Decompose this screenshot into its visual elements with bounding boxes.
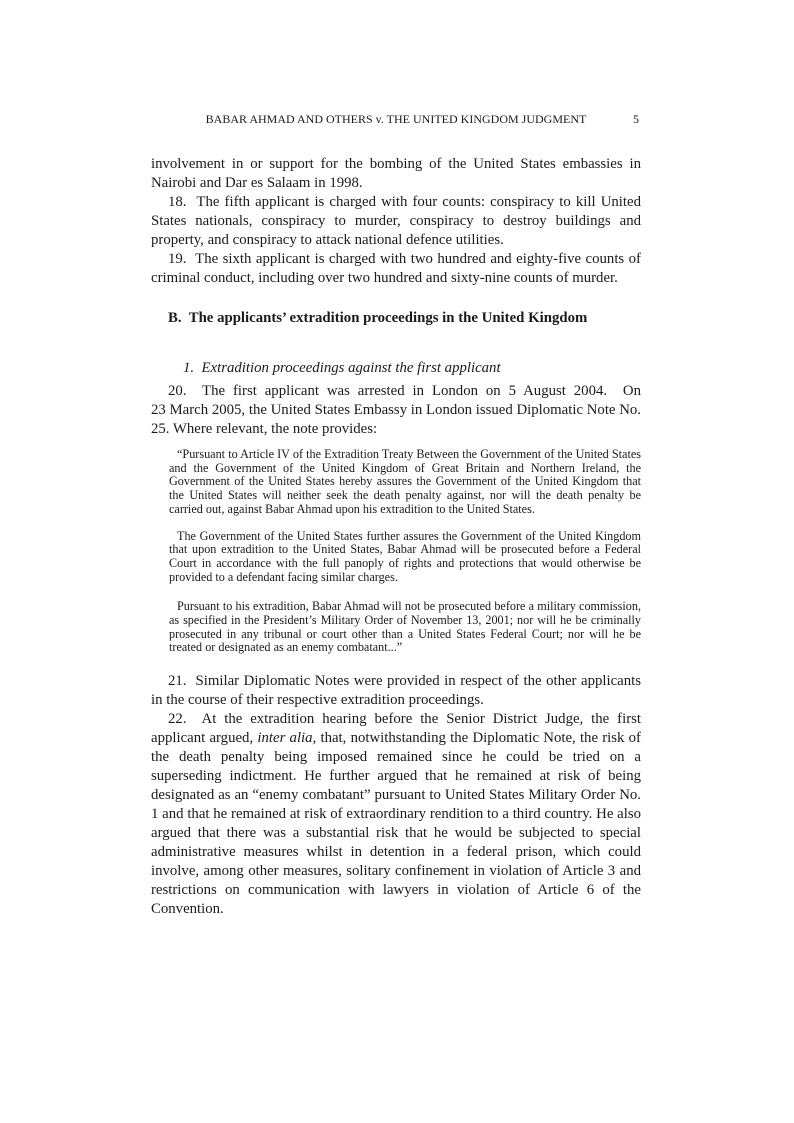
page-number: 5 <box>633 112 639 126</box>
quote-paragraph-1: “Pursuant to Article IV of the Extradition Treaty Between the Government of the United States and the Government of the United Kingdom of Great Britain and Northern Ireland, the Government of the United States hereby assures the Government of the United Kingdom that the United States will neither seek the death penalty against, nor will the death penalty be carried out, against Babar Ahmad upon his extradition to the United States. <box>169 447 641 516</box>
paragraph-21: 21. Similar Diplomatic Notes were provided in respect of the other applicants in the course of their respective extradition proceedings. <box>151 673 641 709</box>
page-header <box>151 111 641 127</box>
paragraph-22 <box>151 710 641 919</box>
subsection-heading-1: 1. Extradition proceedings against the first applicant <box>183 360 501 376</box>
quote-paragraph-3: Pursuant to his extradition, Babar Ahmad will not be prosecuted before a military commission, as specified in the President’s Military Order of November 13, 2001; nor will he be criminally prosecuted in any tribunal or court other than a United States Federal Court; nor will he be treated or designated as an enemy combatant...” <box>169 599 641 655</box>
section-heading-b: B. The applicants’ extradition proceedings in the United Kingdom <box>168 310 588 326</box>
paragraph-22-text-before: 22. At the extradition hearing before the Senior District Judge, the first applicant argued, <box>151 711 641 747</box>
paragraph-17-continuation: involvement in or support for the bombing of the United States embassies in Nairobi and Dar es Salaam in 1998. <box>151 156 641 191</box>
header-title: BABAR AHMAD AND OTHERS v. THE UNITED KINGDOM JUDGMENT <box>205 112 587 126</box>
quote-paragraph-2: The Government of the United States further assures the Government of the United Kingdom that upon extradition to the United States, Babar Ahmad will be prosecuted before a Federal Court in accordance with the full panoply of rights and protections that would otherwise be provided to a defendant facing similar charges. <box>169 528 641 584</box>
paragraph-18: 18. The fifth applicant is charged with four counts: conspiracy to kill United States nationals, conspiracy to murder, conspiracy to destroy buildings and property, and conspiracy to attack national defence utilities. <box>151 194 641 248</box>
paragraph-19: 19. The sixth applicant is charged with two hundred and eighty-five counts of criminal conduct, including over two hundred and sixty-nine counts of murder. <box>151 251 641 286</box>
paragraph-22-latin-phrase: inter alia <box>257 730 313 747</box>
paragraph-20: 20. The first applicant was arrested in London on 5 August 2004. On 23 March 2005, the United States Embassy in London issued Diplomatic Note No. 25. Where relevant, the note provides: <box>151 383 641 437</box>
paragraph-22-text-after: , that, notwithstanding the Diplomatic Note, the risk of the death penalty being imposed remained since he could be tried on a superseding indictment. He further argued that he remained at risk of being designated as an “enemy combatant” pursuant to United States Military Order No. 1 and that he remained at risk of extraordinary rendition to a third country. He also argued that there was a substantial risk that he would be subjected to special administrative measures whilst in detention in a federal prison, which could involve, among other measures, solitary confinement in violation of Article 3 and restrictions on communication with lawyers in violation of Article 6 of the Convention. <box>151 730 641 918</box>
text-column <box>151 155 641 919</box>
